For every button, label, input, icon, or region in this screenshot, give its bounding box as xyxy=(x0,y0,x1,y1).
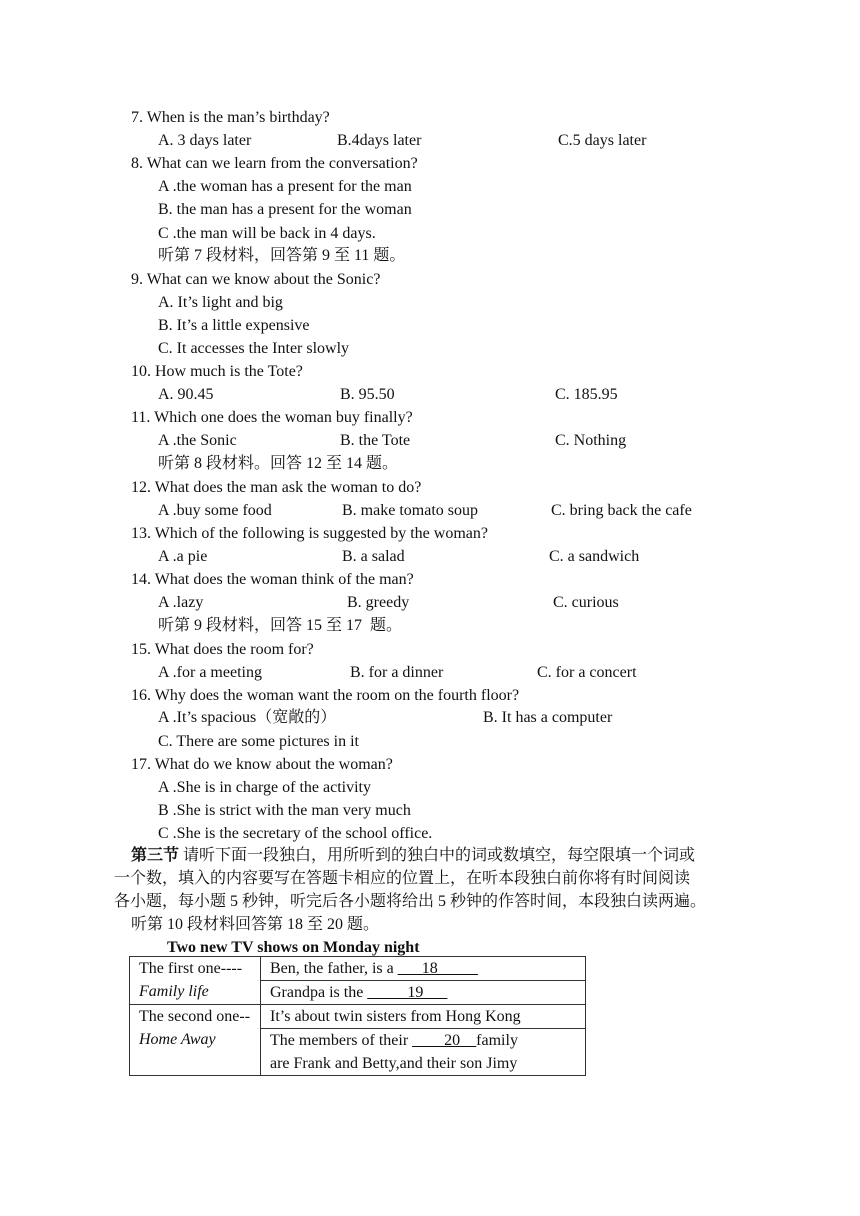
show-1-detail-2-text: Grandpa is the xyxy=(270,984,368,1001)
show-2-detail-2-text: The members of their xyxy=(270,1032,413,1049)
question-14: 14. What does the woman think of the man? xyxy=(131,571,414,588)
section-3-first-line xyxy=(131,846,695,866)
show-1-label: The first one---- xyxy=(139,960,243,977)
section-3-instruction-1: 请听下面一段独白，用所听到的独白中的词或数填空，每空限填一个词或 xyxy=(183,847,696,864)
question-10: 10. How much is the Tote? xyxy=(131,363,303,380)
option-8b: B. the man has a present for the woman xyxy=(158,201,412,218)
section-3-heading: 第三节 xyxy=(131,847,180,864)
question-12: 12. What does the man ask the woman to do? xyxy=(131,479,422,496)
option-17b: B .She is strict with the man very much xyxy=(158,802,411,819)
option-12b: B. make tomato soup xyxy=(342,502,478,519)
option-14a: A .lazy xyxy=(158,594,204,611)
question-15: 15. What does the room for? xyxy=(131,641,314,658)
option-16a: A .It’s spacious（宽敞的） xyxy=(158,709,337,726)
option-7a: A. 3 days later xyxy=(158,132,252,149)
show-1-name: Family life xyxy=(139,983,209,1000)
table-row xyxy=(130,1005,586,1029)
question-16: 16. Why does the woman want the room on the fourth floor? xyxy=(131,687,520,704)
option-17a: A .She is in charge of the activity xyxy=(158,779,371,796)
option-15a: A .for a meeting xyxy=(158,664,262,681)
section-note-9: 听第 9 段材料，回答 15 至 17 题。 xyxy=(158,617,403,634)
show-2-detail-2-post: family xyxy=(476,1032,518,1049)
question-17: 17. What do we know about the woman? xyxy=(131,756,393,773)
option-8a: A .the woman has a present for the man xyxy=(158,178,412,195)
option-17c: C .She is the secretary of the school office. xyxy=(158,825,433,842)
table-row xyxy=(130,957,586,981)
section-3-material: 听第 10 段材料回答第 18 至 20 题。 xyxy=(131,916,380,933)
option-12c: C. bring back the cafe xyxy=(551,502,692,519)
section-3-instruction-2: 一个数，填入的内容要写在答题卡相应的位置上，在听本段独白前你将有时间阅读 xyxy=(114,870,691,887)
option-16c: C. There are some pictures in it xyxy=(158,733,359,750)
option-7b: B.4days later xyxy=(337,132,422,149)
show-1-cell xyxy=(130,957,261,1005)
tv-shows-table xyxy=(129,956,586,1076)
blank-18: ___18_____ xyxy=(397,960,478,977)
option-9a: A. It’s light and big xyxy=(158,294,283,311)
show-1-detail-1-text: Ben, the father, is a xyxy=(270,960,398,977)
blank-19: _____19___ xyxy=(367,984,448,1001)
option-8c: C .the man will be back in 4 days. xyxy=(158,225,376,242)
option-9b: B. It’s a little expensive xyxy=(158,317,310,334)
option-13c: C. a sandwich xyxy=(549,548,640,565)
show-2-cell xyxy=(130,1005,261,1076)
blank-20: ____20__ xyxy=(412,1032,477,1049)
section-3-instruction-3: 各小题，每小题 5 秒钟，听完后各小题将给出 5 秒钟的作答时间，本段独白读两遍。 xyxy=(114,893,707,910)
show-2-label: The second one-- xyxy=(139,1008,251,1025)
option-10c: C. 185.95 xyxy=(555,386,618,403)
show-2-detail-2-line-2: are Frank and Betty,and their son Jimy xyxy=(270,1055,518,1072)
show-2-detail-1: It’s about twin sisters from Hong Kong xyxy=(261,1005,586,1029)
show-1-detail-2 xyxy=(261,981,586,1005)
option-12a: A .buy some food xyxy=(158,502,272,519)
option-13a: A .a pie xyxy=(158,548,208,565)
question-9: 9. What can we know about the Sonic? xyxy=(131,271,381,288)
question-13: 13. Which of the following is suggested by the woman? xyxy=(131,525,488,542)
section-note-8: 听第 8 段材料。回答 12 至 14 题。 xyxy=(158,455,399,472)
question-11: 11. Which one does the woman buy finally? xyxy=(131,409,413,426)
option-15b: B. for a dinner xyxy=(350,664,444,681)
show-2-detail-2 xyxy=(261,1029,586,1076)
section-note-7: 听第 7 段材料，回答第 9 至 11 题。 xyxy=(158,247,406,264)
option-14b: B. greedy xyxy=(347,594,410,611)
table-title: Two new TV shows on Monday night xyxy=(167,939,420,956)
option-11c: C. Nothing xyxy=(555,432,627,449)
show-2-name: Home Away xyxy=(139,1031,216,1048)
option-10b: B. 95.50 xyxy=(340,386,395,403)
show-1-detail-1 xyxy=(261,957,586,981)
option-11a: A .the Sonic xyxy=(158,432,237,449)
option-15c: C. for a concert xyxy=(537,664,637,681)
question-8: 8. What can we learn from the conversation? xyxy=(131,155,418,172)
question-7: 7. When is the man’s birthday? xyxy=(131,109,330,126)
option-14c: C. curious xyxy=(553,594,619,611)
option-7c: C.5 days later xyxy=(558,132,647,149)
option-9c: C. It accesses the Inter slowly xyxy=(158,340,350,357)
option-11b: B. the Tote xyxy=(340,432,411,449)
option-16b: B. It has a computer xyxy=(483,709,613,726)
option-10a: A. 90.45 xyxy=(158,386,214,403)
option-13b: B. a salad xyxy=(342,548,405,565)
